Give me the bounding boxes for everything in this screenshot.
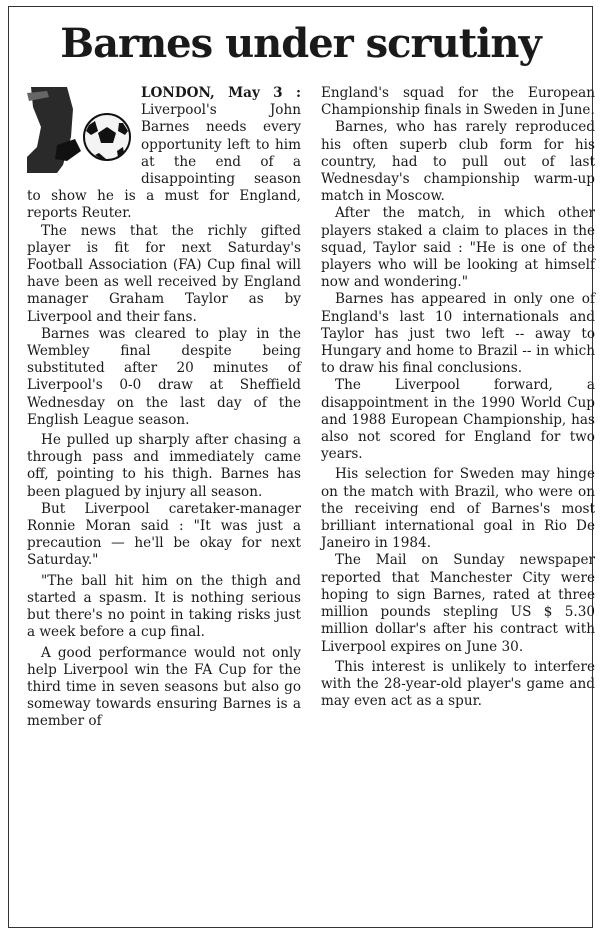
paragraph: The Liverpool forward, a disappointment in the 1990 World Cup and 1988 European Championship, has also not scored for England for two years.	[321, 377, 595, 463]
paragraph: "The ball hit him on the thigh and started a spasm. It is nothing serious but there's no point in taking risks just a week before a cup final.	[27, 572, 301, 641]
football-player-icon	[27, 87, 131, 173]
paragraph: Barnes has appeared in only one of England's last 10 internationals and Taylor has just two left -- away to Hungary and home to Brazil -- in which to draw his final conclusions.	[321, 291, 595, 377]
dateline: LONDON, May 3 :	[141, 85, 301, 101]
paragraph: Barnes was cleared to play in the Wembley final despite being substituted after 20 minutes of Liverpool's 0-0 draw at Sheffield Wednesday on the last day of the English League season.	[27, 325, 301, 428]
paragraph: The Mail on Sunday newspaper reported that Manchester City were hoping to sign Barnes, rated at three million pounds stepling US $ 5.30 million dollar's after his contract with Liverpool expires on June 30.	[321, 552, 595, 655]
paragraph: A good performance would not only help Liverpool win the FA Cup for the third time in seven seasons but also go someway towards ensuring Barnes is a member of	[27, 644, 301, 730]
article-frame	[8, 6, 593, 928]
paragraph: Liverpool's John Barnes needs every opportunity left to him at the end of a disappointing season to show he is a must for England, reports Reuter.	[27, 102, 301, 222]
paragraph: His selection for Sweden may hinge on the match with Brazil, who were on the receiving end of Barnes's most brilliant international goal in Rio De Janeiro in 1984.	[321, 466, 595, 552]
paragraph: But Liverpool caretaker-manager Ronnie Moran said : "It was just a precaution — he'll be okay for next Saturday."	[27, 500, 301, 569]
paragraph: This interest is unlikely to interfere with the 28-year-old player's game and may even act as a spur.	[321, 658, 595, 710]
headline: Barnes under scrutiny	[60, 20, 541, 67]
left-column	[27, 85, 301, 731]
paragraph: England's squad for the European Championship finals in Sweden in June.	[321, 85, 595, 119]
paragraph: The news that the richly gifted player is fit for next Saturday's Football Association (FA) Cup final will have been as well received by England manager Graham Taylor as by Liverpool and their fans.	[27, 222, 301, 325]
right-column	[321, 85, 595, 710]
paragraph: After the match, in which other players staked a claim to places in the squad, Taylor said : "He is one of the players who will be looking at himself now and wondering."	[321, 205, 595, 291]
paragraph: He pulled up sharply after chasing a through pass and immediately came off, pointing to his thigh. Barnes has been plagued by injury all season.	[27, 432, 301, 500]
paragraph: Barnes, who has rarely reproduced his often superb club form for his country, had to pull out of last Wednesday's championship warm-up match in Moscow.	[321, 119, 595, 205]
